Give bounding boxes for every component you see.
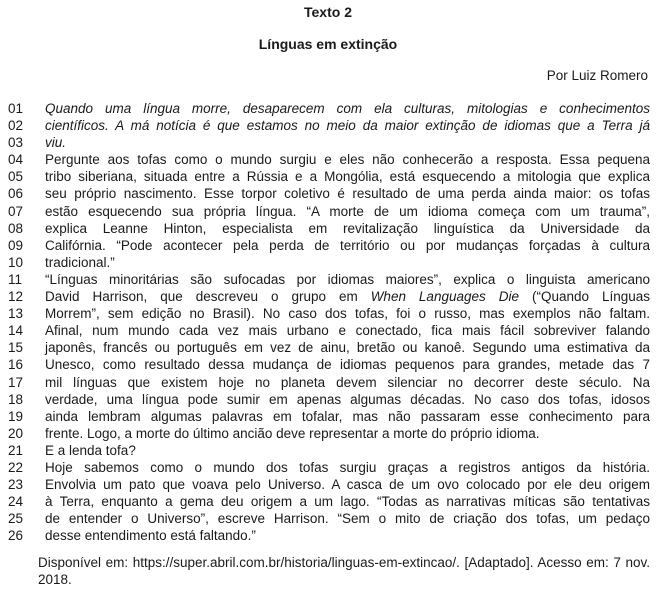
line-text [45,151,650,168]
line-text [45,510,650,527]
text-line [0,425,656,442]
line-number: 26 [8,528,24,544]
line-number: 22 [8,459,24,475]
line-number: 13 [8,306,24,322]
line-text [45,271,650,288]
line-text [45,254,650,271]
text-line [0,442,656,459]
text-line [0,305,656,322]
text-line [0,476,656,493]
text-lines [0,100,656,544]
line-text-segment: tribo siberiana, situada entre a Rússia e a Mongólia, está esquecendo a mitologia que explica [45,169,650,185]
line-text [45,527,650,544]
line-text-segment: Afinal, num mundo cada vez mais urbano e conectado, fica mais fácil sobreviver falando [45,323,650,339]
line-text-segment: Hoje sabemos como o mundo dos tofas surgiu graças a registros antigos da história. [45,459,650,475]
line-text-segment: estão esquecendo sua própria língua. “A morte de um idioma começa com um trauma”, [45,203,650,219]
text-line [0,203,656,220]
line-text [45,356,650,373]
text-line [0,391,656,408]
text-line [0,408,656,425]
line-text [45,493,650,510]
text-line [0,185,656,202]
line-number: 04 [8,152,24,168]
line-number: 07 [8,203,24,219]
line-text-segment: (“Quando Línguas [518,289,651,305]
text-line [0,356,656,373]
line-number: 03 [8,135,24,151]
line-text-segment: frente. Logo, a morte do último ancião deve representar a morte do próprio idioma. [45,425,540,441]
text-line [0,527,656,544]
line-text-segment: Pergunte aos tofas como o mundo surgiu e eles não conhecerão a resposta. Essa pequena [45,152,650,168]
text-line [0,237,656,254]
line-text [45,203,650,220]
line-text-segment: “Línguas minoritárias são sufocadas por idiomas maiores”, explica o linguista americano [45,271,650,287]
source-citation-line2: 2018. [38,572,72,588]
line-number: 06 [8,186,24,202]
line-text-segment: tradicional.” [45,254,115,270]
line-text-segment: Quando uma língua morre, desaparecem com ela culturas, mitologias e conhecimentos [45,101,650,116]
line-text [45,168,650,185]
text-line [0,254,656,271]
line-number: 17 [8,374,24,390]
text-line [0,134,656,151]
line-text [45,459,650,476]
text-line [0,374,656,391]
line-number: 23 [8,477,24,493]
line-text-segment: científicos. A má notícia é que estamos no meio da maior extinção de idiomas que a Terra já [45,118,650,134]
line-text-segment: de entender o Universo”, escreve Harrison. “Sem o mito de criação dos tofas, um pedaço [45,511,650,527]
line-text-segment: David Harrison, que descreveu o grupo em [45,289,371,305]
line-text-segment: desse entendimento está faltando.” [45,528,256,544]
line-text-segment: japonês, francês ou português em vez de ainu, bretão ou kanoê. Segundo uma estimativa da [45,340,650,356]
line-text-segment: Envolvia um pato que voava pelo Universo. A casca de um ovo colocado por ele deu origem [45,477,650,493]
line-text [45,134,650,151]
line-text [45,100,650,117]
line-text [45,305,650,322]
line-number: 25 [8,511,24,527]
line-text [45,322,650,339]
text-line [0,339,656,356]
line-text-segment: ainda lembram algumas palavras em tofalar, mas não passaram esse conhecimento para [45,408,650,424]
line-number: 01 [8,101,24,116]
text-line [0,168,656,185]
source-citation [38,555,650,588]
line-number: 10 [8,254,24,270]
document-title: Línguas em extinção [258,36,398,52]
line-number: 02 [8,118,24,134]
line-text [45,220,650,237]
text-line [0,220,656,237]
line-number: 24 [8,494,24,510]
text-line [0,493,656,510]
line-text [45,425,650,442]
line-text [45,339,650,356]
line-text [45,237,650,254]
line-text [45,185,650,202]
line-number: 09 [8,237,24,253]
line-text-segment: verdade, uma língua pode sumir em apenas algumas décadas. No caso dos tofas, idosos [45,391,650,407]
line-text [45,408,650,425]
line-text-segment: viu. [45,135,67,151]
line-number: 11 [8,271,23,287]
line-text [45,476,650,493]
line-number: 15 [8,340,24,356]
source-citation-line1: Disponível em: https://super.abril.com.br/historia/linguas-em-extincao/. [Adaptado]. Acesso em: 7 nov. [38,555,650,571]
text-line [0,510,656,527]
line-number: 20 [8,425,24,441]
line-text-segment: When Languages Die [370,289,519,305]
line-number: 12 [8,289,24,305]
text-line [0,117,656,134]
line-text [45,117,650,134]
text-line [0,151,656,168]
line-text-segment: E a lenda tofa? [45,442,136,458]
text-line [0,459,656,476]
line-number: 21 [8,442,24,458]
line-text-segment: Califórnia. “Pode acontecer pela perda de território ou por mudanças forçadas à cultura [45,237,650,253]
document-label: Texto 2 [304,4,352,20]
line-text-segment: Unesco, como resultado dessa mudança de idiomas pequenos para grandes, metade das 7 [45,357,650,373]
byline: Por Luiz Romero [546,68,648,83]
line-number: 05 [8,169,24,185]
line-text-segment: explica Leanne Hinton, especialista em revitalização linguística da Universidade da [45,220,650,236]
line-number: 18 [8,391,24,407]
line-text-segment: à Terra, enquanto a gema deu origem a um lago. “Todas as narrativas míticas são tentativas [45,494,650,510]
line-text-segment: seu próprio nascimento. Esse torpor coletivo é resultado de uma perda ainda maior: os tofas [45,186,650,202]
text-line [0,288,656,305]
line-number: 08 [8,220,24,236]
line-text [45,442,650,459]
line-text-segment: mil línguas que existem hoje no planeta devem silenciar no decorrer deste século. Na [45,374,650,390]
text-line [0,322,656,339]
line-text-segment: Morrem”, sem edição no Brasil). No caso dos tofas, foi o russo, mas exemplos não faltam. [45,306,650,322]
line-number: 16 [8,357,24,373]
line-text [45,391,650,408]
line-number: 14 [8,323,24,339]
text-line [0,271,656,288]
line-number: 19 [8,408,24,424]
line-text [45,374,650,391]
text-line [0,100,656,117]
line-text [45,288,650,305]
